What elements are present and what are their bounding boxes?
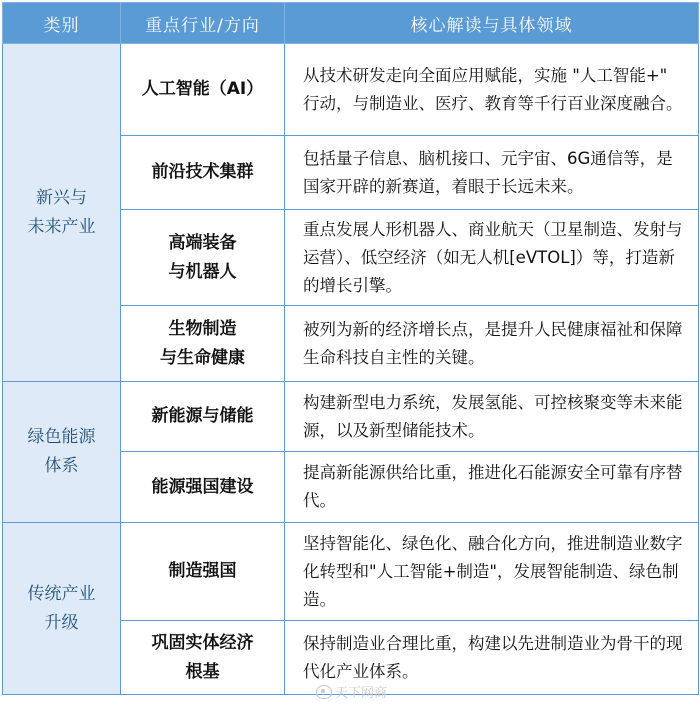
industry-cell: 高端装备 与机器人: [121, 210, 285, 306]
industry-cell: 生物制造 与生命健康: [121, 306, 285, 382]
industry-table: [2, 2, 699, 695]
description-cell: 从技术研发走向全面应用赋能，实施 "人工智能+" 行动，与制造业、医疗、教育等千行百业深度融合。: [285, 44, 699, 136]
industry-cell: 制造强国: [121, 523, 285, 621]
industry-cell: 能源强国建设: [121, 452, 285, 523]
header-description: 核心解读与具体领域: [285, 3, 699, 44]
category-cell: [3, 523, 121, 695]
watermark: [316, 682, 387, 701]
category-cell: [3, 44, 121, 382]
category-label: 新兴与 未来产业: [27, 187, 96, 237]
description-cell: 被列为新的经济增长点，是提升人民健康福祉和保障生命科技自主性的关键。: [285, 306, 699, 382]
category-label: 绿色能源 体系: [27, 427, 96, 476]
weibo-icon: [316, 685, 332, 699]
table-row: [3, 523, 699, 621]
category-cell: [3, 382, 121, 523]
table-row: [3, 44, 699, 136]
description-cell: 保持制造业合理比重，构建以先进制造业为骨干的现代化产业体系。: [285, 621, 699, 695]
industry-cell: 巩固实体经济 根基: [121, 621, 285, 695]
description-cell: 重点发展人形机器人、商业航天（卫星制造、发射与运营）、低空经济（如无人机[eVTOL]）等，打造新的增长引擎。: [285, 210, 699, 306]
description-cell: 坚持智能化、绿色化、融合化方向，推进制造业数字化转型和"人工智能+制造"，发展智能制造、绿色制造。: [285, 523, 699, 621]
description-cell: 构建新型电力系统，发展氢能、可控核聚变等未来能源，以及新型储能技术。: [285, 382, 699, 452]
table-row: [3, 382, 699, 452]
description-cell: 包括量子信息、脑机接口、元宇宙、6G通信等，是国家开辟的新赛道，着眼于长远未来。: [285, 136, 699, 210]
watermark-text: 天下网商: [335, 686, 388, 701]
industry-cell: 前沿技术集群: [121, 136, 285, 210]
industry-cell: 人工智能（AI）: [121, 44, 285, 136]
header-category: 类别: [3, 3, 121, 44]
industry-cell: 新能源与储能: [121, 382, 285, 452]
header-row: [3, 3, 699, 44]
header-industry: 重点行业/方向: [121, 3, 285, 44]
category-label: 传统产业 升级: [27, 583, 96, 633]
description-cell: 提高新能源供给比重，推进化石能源安全可靠有序替代。: [285, 452, 699, 523]
